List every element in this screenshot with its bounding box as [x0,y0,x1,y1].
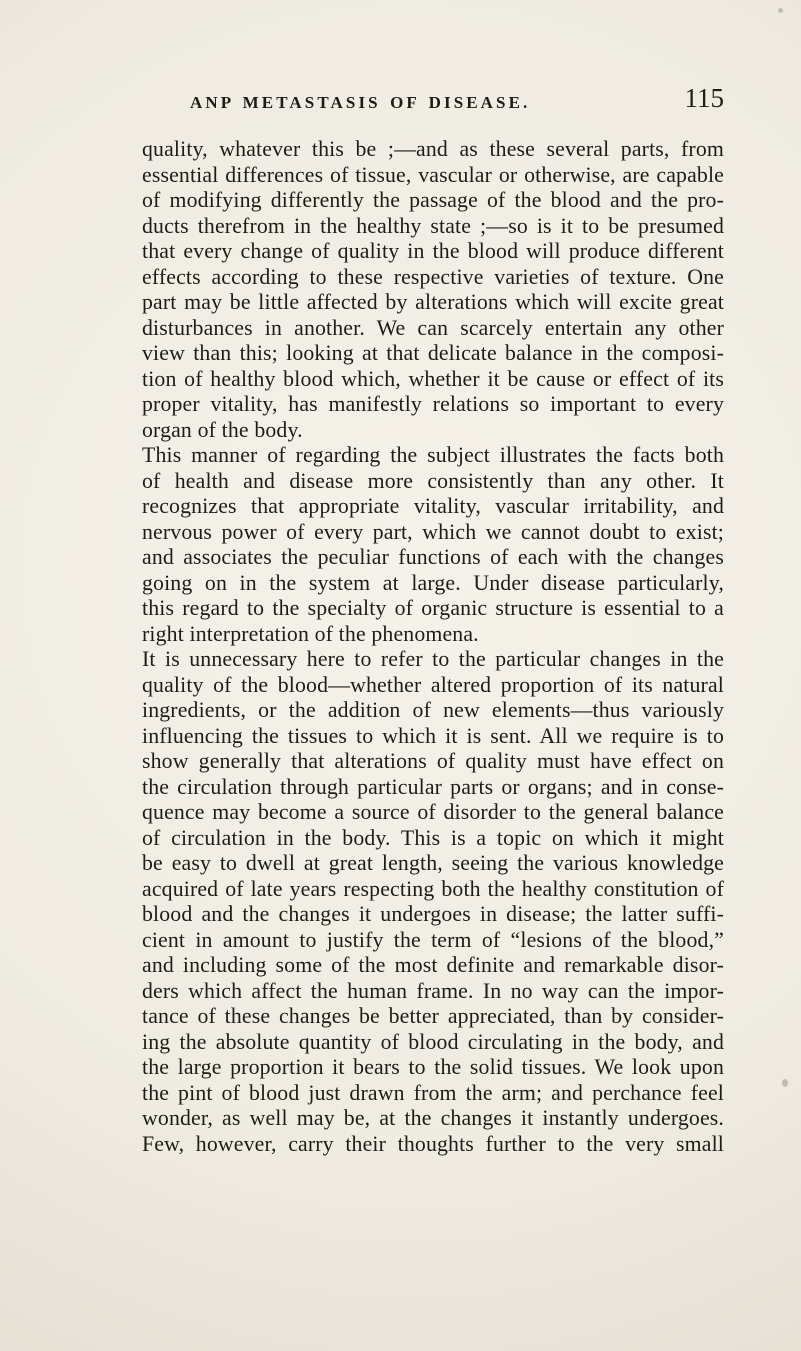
text-line: Few, however, carry their thoughts further to the very small [142,1131,724,1156]
text-line: disturbances in another. We can scarcely entertain any other [142,315,724,340]
text-line: the large proportion it bears to the solid tissues. We look upon [142,1055,724,1079]
text-line: quality, whatever this be ;—and as these several parts, from [142,137,724,161]
text-line: tance of these changes be better appreciated, than by consider- [142,1004,724,1028]
paragraph-end-line: organ of the body. [142,417,303,442]
page-number: 115 [684,83,724,113]
text-line: the circulation through particular parts or organs; and in conse- [142,774,724,799]
text-line: cient in amount to justify the term of “lesions of the blood,” [142,927,724,952]
paragraph-start-line: It is unnecessary here to refer to the particular changes in the [142,647,724,671]
paragraph-start-line: This manner of regarding the subject illustrates the facts both [142,443,724,467]
text-line: of health and disease more consistently than any other. It [142,468,724,493]
text-line: part may be little affected by alterations which will excite great [142,290,724,314]
text-line: acquired of late years respecting both the healthy constitution of [142,876,724,901]
text-line: nervous power of every part, which we cannot doubt to exist; [142,519,724,544]
text-line: this regard to the specialty of organic structure is essential to a [142,596,724,620]
text-line: essential differences of tissue, vascular or otherwise, are capable [142,162,724,187]
paper-speck [782,1079,788,1087]
text-line: tion of healthy blood which, whether it be cause or effect of its [142,366,724,391]
text-line: that every change of quality in the blood will produce different [142,239,724,263]
text-line: effects according to these respective varieties of texture. One [142,264,724,289]
text-line: influencing the tissues to which it is sent. All we require is to [142,723,724,748]
text-line: view than this; looking at that delicate balance in the composi- [142,341,724,365]
text-line: ders which affect the human frame. In no way can the impor- [142,978,724,1003]
paper-speck [778,8,783,13]
text-line: quality of the blood—whether altered proportion of its natural [142,672,724,697]
text-line: quence may become a source of disorder to the general balance [142,800,724,824]
body-text [142,137,724,1157]
text-line: wonder, as well may be, at the changes it instantly undergoes. [142,1106,724,1130]
text-line: ingredients, or the addition of new elements—thus variously [142,698,724,722]
text-line: ducts therefrom in the healthy state ;—so is it to be presumed [142,213,724,238]
text-line: blood and the changes it undergoes in disease; the latter suffi- [142,902,724,926]
text-line: show generally that alterations of quality must have effect on [142,749,724,773]
text-line: be easy to dwell at great length, seeing the various knowledge [142,851,724,875]
text-line: of circulation in the body. This is a topic on which it might [142,825,724,850]
text-line: and including some of the most definite and remarkable disor- [142,953,724,977]
page-header [142,83,724,118]
running-title: ANP METASTASIS OF DISEASE. [190,93,531,112]
text-line: of modifying differently the passage of the blood and the pro- [142,188,724,212]
text-line: proper vitality, has manifestly relations so important to every [142,392,724,416]
text-line: the pint of blood just drawn from the arm; and perchance feel [142,1080,724,1105]
text-line: ing the absolute quantity of blood circulating in the body, and [142,1029,724,1054]
text-line: recognizes that appropriate vitality, vascular irritability, and [142,494,724,518]
text-line: going on in the system at large. Under disease particularly, [142,570,724,595]
paragraph-end-line: right interpretation of the phenomena. [142,621,479,646]
text-line: and associates the peculiar functions of each with the changes [142,545,724,569]
